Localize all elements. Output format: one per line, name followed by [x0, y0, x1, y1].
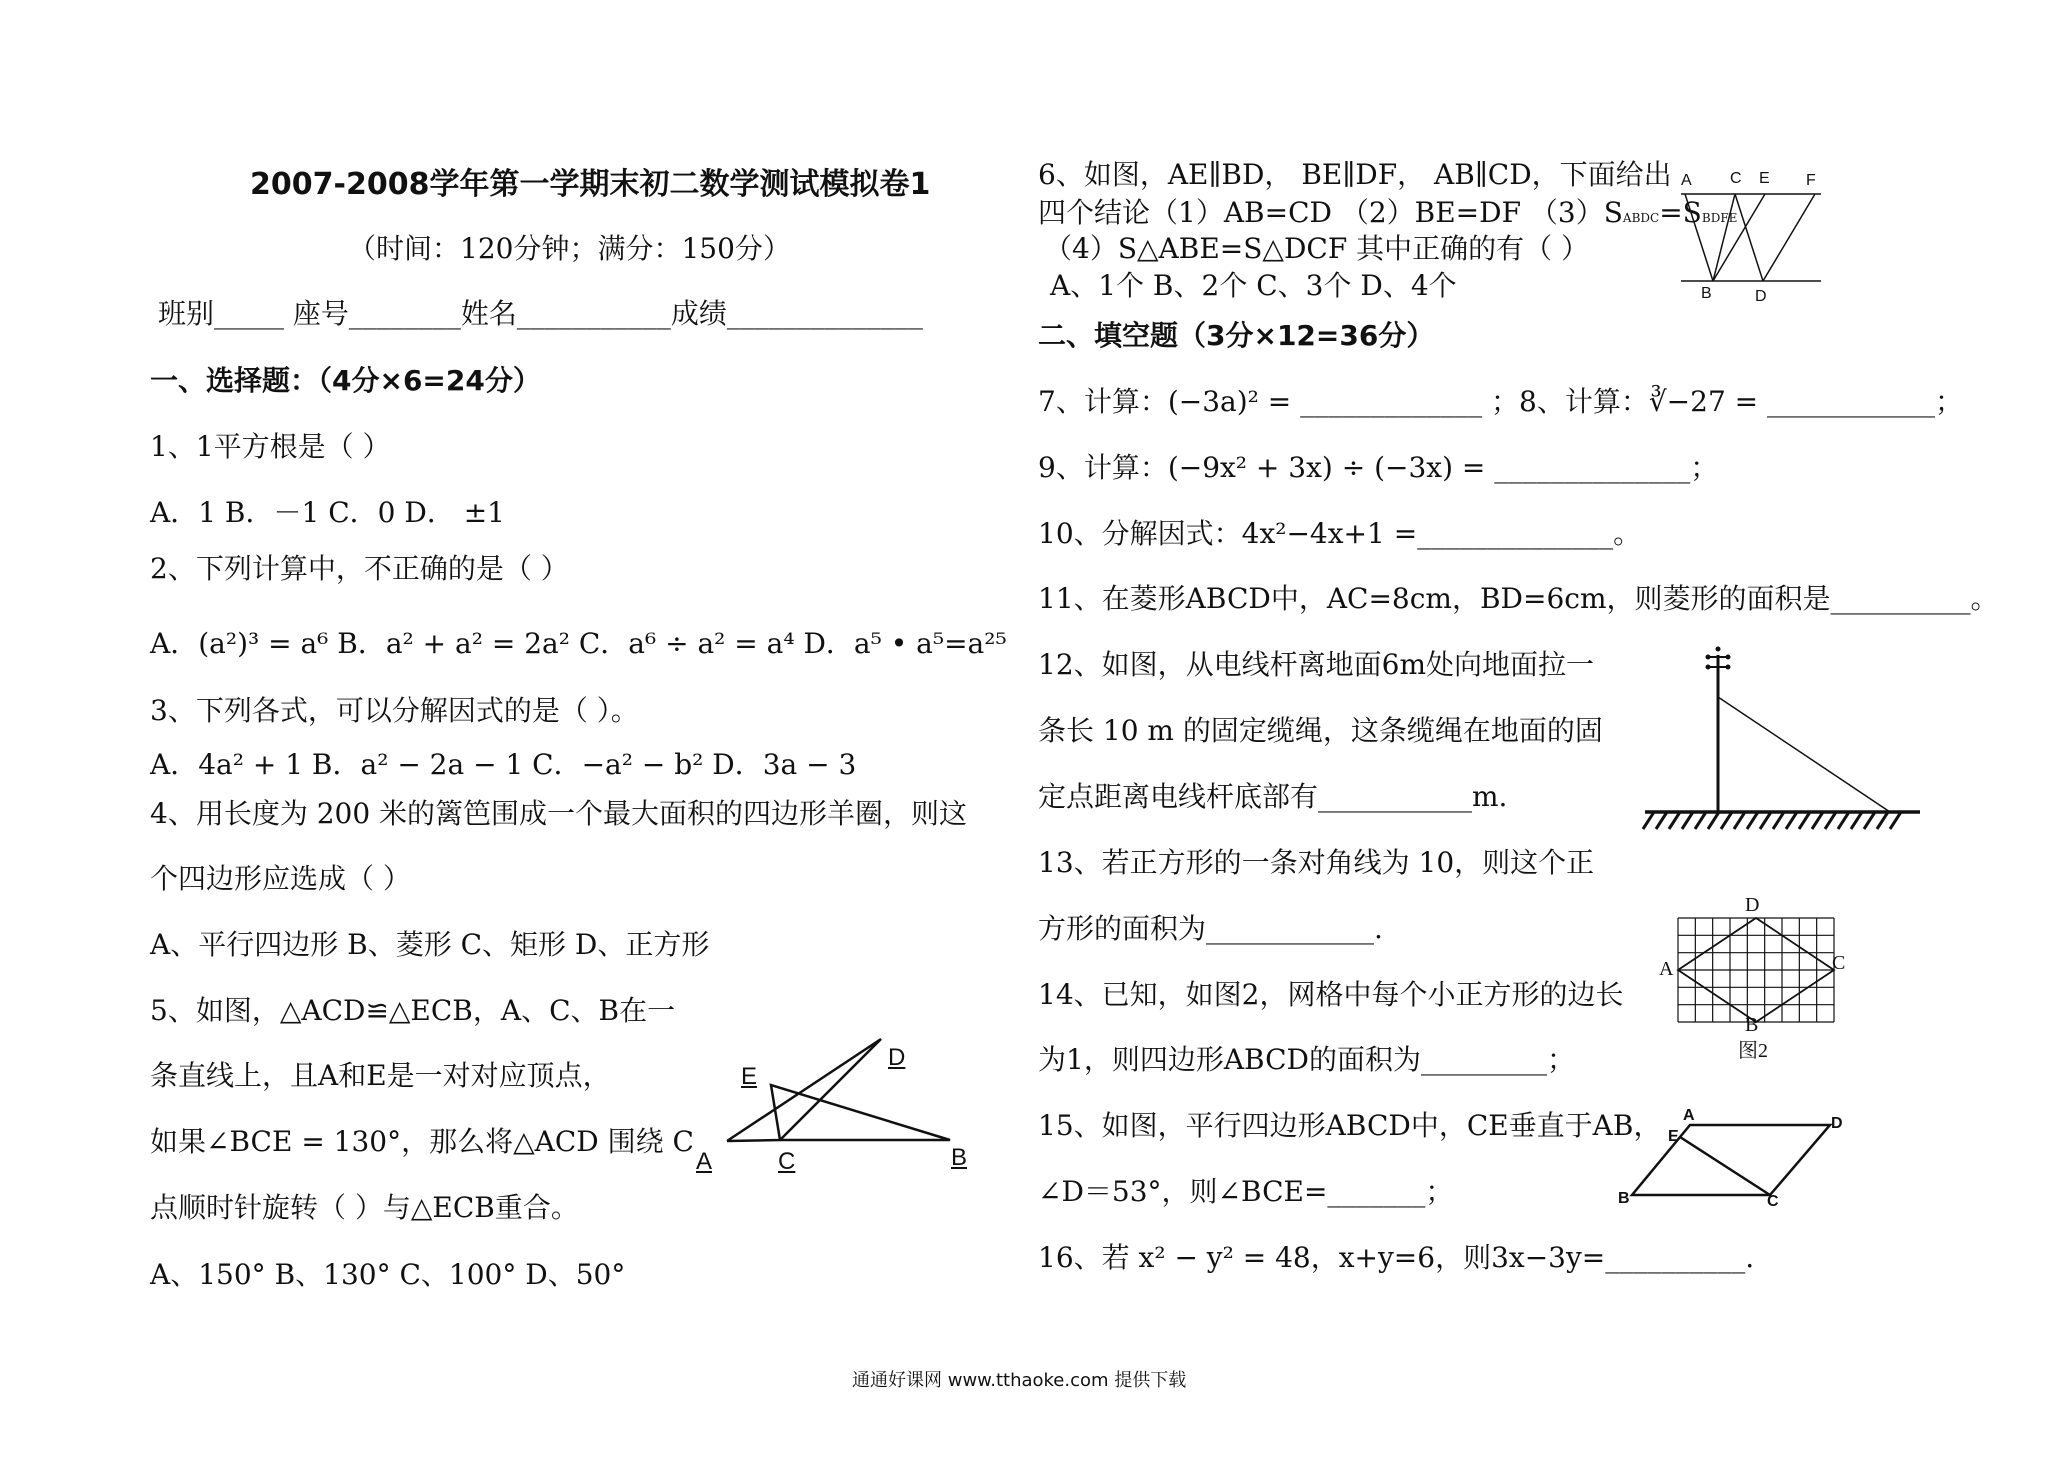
ground-hatch-mark	[1786, 812, 1797, 829]
question-12-line-1: 12、如图，从电线杆离地面6m处向地面拉一	[1038, 648, 1594, 681]
ground-hatch-mark	[1838, 812, 1849, 829]
question-15-line-2: ∠D＝53°，则∠BCE=_______；	[1038, 1175, 1454, 1208]
ground-hatch-mark	[1695, 812, 1706, 829]
footer-credit: 通通好课网 www.tthaoke.com 提供下载	[852, 1370, 1187, 1391]
parallelogram-figure	[1630, 1115, 1840, 1205]
utility-pole-figure	[1640, 645, 1925, 840]
fig15-label-a: A	[1683, 1107, 1695, 1124]
question-7-8: 7、计算：(−3a)² = _____________ ；8、计算：∛−27 = ____________；	[1038, 385, 1964, 418]
fig5-label-d: D	[888, 1044, 906, 1071]
question-3-options: A．4a² + 1 B．a² − 2a − 1 C．−a² − b² D．3a − 3	[150, 748, 857, 781]
fig6-label-e: E	[1759, 170, 1770, 187]
ground-hatch-mark	[1747, 812, 1758, 829]
section-heading-choice: 一、选择题：（4分×6=24分）	[150, 364, 541, 397]
fig14-label-c: C	[1832, 952, 1846, 974]
question-2-stem: 2、下列计算中，不正确的是（ ）	[150, 552, 569, 585]
fig15-label-d: D	[1831, 1115, 1843, 1132]
section-heading-fill: 二、填空题（3分×12=36分）	[1038, 319, 1435, 352]
grid-rhombus-figure	[1678, 918, 1834, 1022]
question-2-options: A．(a²)³ = a⁶ B．a² + a² = 2a² C．a⁶ ÷ a² = a⁴ D．a⁵ • a⁵=a²⁵	[150, 627, 1007, 660]
fig14-label-a: A	[1659, 958, 1674, 980]
ground-hatch-mark	[1877, 812, 1888, 829]
question-13-line-2: 方形的面积为____________.	[1038, 912, 1383, 945]
ground-hatch-mark	[1708, 812, 1719, 829]
question-15-line-1: 15、如图，平行四边形ABCD中，CE垂直于AB，	[1038, 1109, 1662, 1142]
fig5-label-c: C	[778, 1148, 796, 1175]
fig15-label-b: B	[1618, 1190, 1630, 1207]
ground-hatch-mark	[1643, 812, 1654, 829]
fig6-label-f: F	[1806, 172, 1816, 189]
ground-hatch-mark	[1864, 812, 1875, 829]
ground-hatch-mark	[1721, 812, 1732, 829]
ground-hatch-mark	[1773, 812, 1784, 829]
question-5-line-2: 条直线上，且A和E是一对对应顶点，	[150, 1059, 611, 1092]
question-6-line-3: （4）S△ABE=S△DCF 其中正确的有（ ）	[1044, 232, 1590, 265]
question-1-stem: 1、1平方根是（ ）	[150, 430, 391, 463]
question-4-line-1: 4、用长度为 200 米的篱笆围成一个最大面积的四边形羊圈，则这	[150, 797, 968, 830]
ground-hatch-mark	[1656, 812, 1667, 829]
question-14-line-2: 为1，则四边形ABCD的面积为_________；	[1038, 1043, 1576, 1076]
triangle-rotation-figure	[720, 1030, 960, 1160]
ground-hatch-mark	[1682, 812, 1693, 829]
question-6-line-1: 6、如图，AE∥BD， BE∥DF， AB∥CD，下面给出	[1038, 158, 1672, 191]
question-16: 16、若 x² − y² = 48，x+y=6，则3x−3y=__________.	[1038, 1241, 1755, 1274]
question-14-line-1: 14、已知，如图2，网格中每个小正方形的边长	[1038, 978, 1624, 1011]
question-3-stem: 3、下列各式，可以分解因式的是（ ）。	[150, 694, 639, 727]
fig6-label-b: B	[1701, 285, 1712, 302]
question-6-line-2-text: 四个结论（1）AB=CD （2）BE=DF （3）S	[1038, 196, 1623, 229]
question-5-line-4: 点顺时针旋转（ ）与△ECB重合。	[150, 1191, 579, 1224]
question-6-subscript-1: ABDC	[1622, 211, 1660, 225]
ground-hatch-mark	[1851, 812, 1862, 829]
ground-hatch-mark	[1812, 812, 1823, 829]
question-4-line-2: 个四边形应选成（ ）	[150, 862, 411, 895]
fig15-label-e: E	[1668, 1128, 1679, 1145]
question-6-options: A、1个 B、2个 C、3个 D、4个	[1050, 269, 1457, 302]
fig15-label-c: C	[1767, 1193, 1779, 1210]
question-12-line-3: 定点距离电线杆底部有___________m.	[1038, 780, 1508, 813]
question-13-line-1: 13、若正方形的一条对角线为 10，则这个正	[1038, 846, 1595, 879]
fig14-label-b: B	[1745, 1014, 1759, 1036]
question-6-line-2	[1038, 196, 1737, 235]
page-title: 2007-2008学年第一学期末初二数学测试模拟卷1	[250, 167, 931, 202]
question-6-eq: =S	[1659, 196, 1702, 229]
fig14-label-d: D	[1745, 894, 1760, 916]
fig6-label-a: A	[1681, 172, 1692, 189]
question-6-subscript-2: BDFE	[1701, 211, 1738, 225]
fig5-label-e: E	[741, 1063, 758, 1090]
ground-hatch-mark	[1669, 812, 1680, 829]
figure-2-caption: 图2	[1738, 1040, 1768, 1062]
parallel-lines-figure	[1675, 185, 1825, 285]
fig6-label-d: D	[1755, 288, 1767, 305]
ground-hatch-mark	[1890, 812, 1901, 829]
fig6-label-c: C	[1730, 170, 1742, 187]
question-1-options: A．1 B．－1 C．0 D． ±1	[150, 496, 505, 529]
question-12-line-2: 条长 10 m 的固定缆绳，这条缆绳在地面的固	[1038, 714, 1603, 747]
ground-hatch-mark	[1825, 812, 1836, 829]
question-11: 11、在菱形ABCD中，AC=8cm，BD=6cm，则菱形的面积是__________。	[1038, 582, 1999, 615]
exam-meta: （时间：120分钟；满分：150分）	[348, 232, 791, 265]
question-5-options: A、150° B、130° C、100° D、50°	[150, 1258, 626, 1291]
ground-hatch-mark	[1760, 812, 1771, 829]
question-4-options: A、平行四边形 B、菱形 C、矩形 D、正方形	[150, 928, 710, 961]
question-9: 9、计算：(−9x² + 3x) ÷ (−3x) = ______________；	[1038, 451, 1719, 484]
question-5-line-1: 5、如图，△ACD≌△ECB，A、C、B在一	[150, 994, 676, 1027]
ground-hatch-mark	[1734, 812, 1745, 829]
question-10: 10、分解因式：4x²−4x+1 =______________。	[1038, 517, 1642, 550]
ground-hatch-mark	[1799, 812, 1810, 829]
fig5-label-b: B	[951, 1144, 968, 1171]
fig5-label-a: A	[696, 1148, 713, 1175]
student-info-line: 班别_____ 座号________姓名___________成绩______________	[158, 297, 923, 330]
question-5-line-3: 如果∠BCE = 130°，那么将△ACD 围绕 C	[150, 1125, 694, 1158]
